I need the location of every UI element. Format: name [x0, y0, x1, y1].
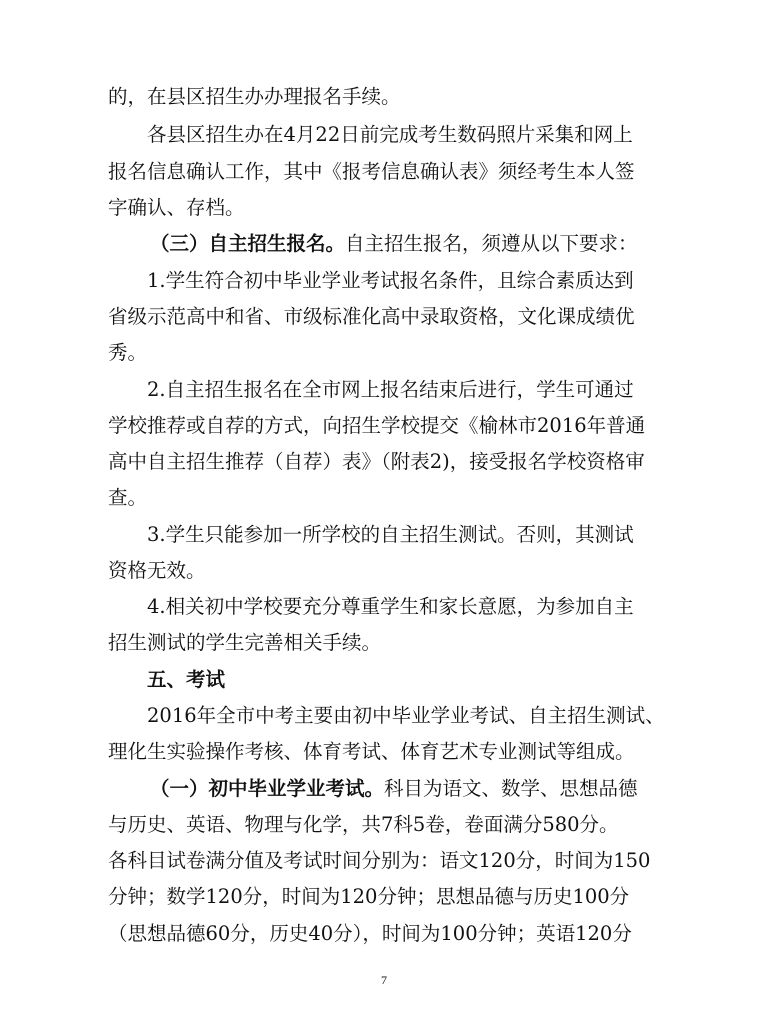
text-line: 与历史、英语、物理与化学，共7科5卷，卷面满分580分。	[108, 813, 619, 836]
text-line: 字确认、存档。	[108, 196, 245, 219]
text-line: 2016年全市中考主要由初中毕业学业考试、自主招生测试、	[147, 704, 665, 727]
text-line: 1.学生符合初中毕业学业考试报名条件，且综合素质达到	[147, 269, 634, 292]
section-heading-line	[150, 229, 668, 259]
text-line: 2.自主招生报名在全市网上报名结束后进行，学生可通过	[147, 378, 634, 401]
text-line: 理化生实验操作考核、体育考试、体育艺术专业测试等组成。	[108, 740, 635, 763]
text-line: 高中自主招生推荐（自荐）表》（附表2)，接受报名学校资格审	[108, 450, 645, 473]
subsection-heading: （一）初中毕业学业考试。	[150, 777, 385, 800]
text-run: 科目为语文、数学、思想品德	[384, 777, 638, 800]
text-line: 分钟；数学120分，时间为120分钟；思想品德与历史100分	[108, 885, 630, 908]
section-heading: （三）自主招生报名。	[150, 232, 346, 255]
text-line: （思想品德60分，历史40分），时间为100分钟；英语120分	[108, 922, 632, 945]
subsection-heading-line	[150, 774, 668, 804]
text-line: 3.学生只能参加一所学校的自主招生测试。否则，其测试	[147, 523, 634, 546]
section-title: 五、考试	[147, 668, 226, 691]
text-run: 自主招生报名，须遵从以下要求：	[345, 232, 638, 255]
page-number: 7	[381, 973, 387, 987]
text-line: 4.相关初中学校要充分尊重学生和家长意愿，为参加自主	[147, 595, 634, 618]
text-line: 查。	[108, 486, 148, 509]
text-line: 的，在县区招生办办理报名手续。	[108, 85, 401, 108]
text-line: 报名信息确认工作，其中《报考信息确认表》须经考生本人签	[108, 160, 635, 183]
text-line: 各科目试卷满分值及考试时间分别为：语文120分，时间为150	[108, 849, 651, 872]
text-line: 招生测试的学生完善相关手续。	[108, 631, 382, 654]
text-line: 学校推荐或自荐的方式，向招生学校提交《榆林市2016年普通	[108, 414, 646, 437]
text-line: 省级示范高中和省、市级标准化高中录取资格，文化课成绩优	[108, 305, 635, 328]
text-line: 资格无效。	[108, 559, 206, 582]
text-line: 秀。	[108, 341, 148, 364]
text-line: 各县区招生办在4月22日前完成考生数码照片采集和网上	[147, 123, 633, 146]
